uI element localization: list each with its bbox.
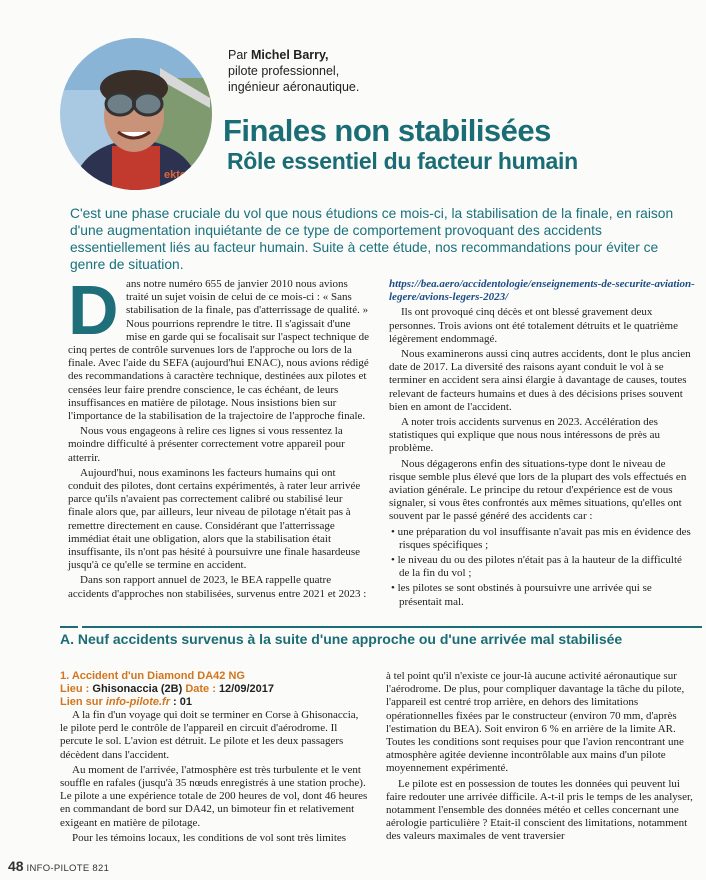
title-line-2: Rôle essentiel du facteur humain <box>227 148 578 174</box>
page-footer <box>8 858 109 876</box>
paragraph: A noter trois accidents survenus en 2023. Accélération des statistiques qui explique que nous nous intéressons de près au problème. <box>389 416 660 455</box>
bullet-item: • une préparation du vol insuffisante n'avait pas mis en évidence des risques spécifiques ; <box>391 525 691 551</box>
body-column-4 <box>386 670 696 846</box>
paragraph: à tel point qu'il n'existe ce jour-là aucune activité aéronautique sur l'aérodrome. De plus, pour compliquer davantage la tâche du pilote, l'appareil est centré trop arrière, en dehors des limitations opérationnelles fixées par le constructeur (environ 70 mm, d'après l'estimation du BEA). Soit environ 6 % en arrière de la limite AR. Toutes les conditions sont requises pour que l'avion rencontrant une atmosphère agitée devienne incontrôlable aux mains d'un pilote moyennement expérimenté. <box>386 670 685 775</box>
magazine-name: INFO-PILOTE 821 <box>23 863 110 874</box>
paragraph: Pour les témoins locaux, les conditions de vol sont très limites <box>72 831 347 844</box>
accident-meta-location <box>60 683 368 696</box>
paragraph: Nous dégagerons enfin des situations-type dont le niveau de risque semble plus élevé que lors de la plupart des vols effectués en aviation générale. Le principe du retour d'expérience est de vous signaler, si vous êtes confrontés aux mêmes situations, qu'elles ont souvent par le passé généré des accidents car : <box>389 457 687 523</box>
author-role-2: ingénieur aéronautique. <box>228 80 360 94</box>
bea-link[interactable]: https://bea.aero/accidentologie/enseignements-de-securite-aviation-legere/avions-legers-2023/ <box>389 278 695 304</box>
byline-prefix: Par <box>228 48 251 62</box>
author-name: Michel Barry, <box>250 48 329 62</box>
author-photo <box>60 38 212 190</box>
lieu-value: Ghisonaccia (2B) <box>92 683 186 695</box>
intro-paragraph: C'est une phase cruciale du vol que nous étudions ce mois-ci, la stabilisation de la finale, en raison d'une augmentation inquiétante de ce type de comportement provoquant des accidents essentiellement liés au facteur humain. Suite à cette étude, nos recommandations pour éviter ce genre de situation. <box>70 206 674 272</box>
article-title <box>223 114 578 175</box>
byline <box>228 47 359 95</box>
body-column-3 <box>60 670 368 847</box>
paragraph: Le pilote est en possession de toutes les données qui peuvent lui faire redouter une arrivée difficile. A-t-il pris le temps de les analyser, notamment l'ensemble des données météo et celles concernant une aérologie particulière ? Etait-il conscient des limitations, notamment des valeurs maximales de vent traversier <box>386 777 693 843</box>
paragraph: ans notre numéro 655 de janvier 2010 nous avions traité un sujet voisin de celui de ce mois-ci : « Sans stabilisation de la finale, pas d'atterrissage de qualité. » Nous pourrions reprendre le titre. Il s'agissait d'une mise en garde qui se focalisait sur l'aspect technique de cinq pertes de contrôle survenues lors de l'approche ou lors de la finale. Avec l'aide du SEFA (aujourd'hui ENAC), nous avions rédigé des recommandations à caractère technique, destinées aux pilotes et censées leur faire prendre conscience, le cas échéant, de leurs insuffisances en matière de pilotage. Nous insistions bien sur l'importance de la stabilisation de la trajectoire de l'approche finale. <box>68 278 369 423</box>
author-role-1: pilote professionnel, <box>228 64 340 78</box>
bullet-item: • les pilotes se sont obstinés à poursuivre une arrivée qui se présentait mal. <box>391 582 652 608</box>
paragraph: Aujourd'hui, nous examinons les facteurs humains qui ont conduit des pilotes, dont certains expérimentés, à rater leur arrivée parce qu'ils n'avaient pas correctement calibré ou stabilisé leur finale alors que, par ailleurs, leur niveau de pilotage n'était pas à remettre directement en cause. Considérant que l'atterrissage immédiat était une obligation, alors que la stabilisation était insuffisante, ils n'ont pas hésité à poursuivre une finale hasardeuse jusqu'à ce qu'elle se termine en accident. <box>68 466 361 572</box>
paragraph: Ils ont provoqué cinq décès et ont blessé gravement deux personnes. Trois avions ont été totalement détruits et le quatrième légèrement endommagé. <box>389 306 678 345</box>
section-heading: A. Neuf accidents survenus à la suite d'une approche ou d'une arrivée mal stabilisée <box>60 631 623 647</box>
section-rule-left <box>60 626 78 628</box>
title-line-1: Finales non stabilisées <box>223 113 551 148</box>
date-value: 12/09/2017 <box>218 683 274 695</box>
date-label: Date : <box>185 683 219 695</box>
paragraph: A la fin d'un voyage qui doit se terminer en Corse à Ghisonaccia, le pilote perd le contrôle de l'appareil en circuit d'aérodrome. Il percute le sol. L'avion est détruit. Le pilote et les deux passagers décèdent dans l'accident. <box>60 709 359 761</box>
paragraph: Dans son rapport annuel de 2023, le BEA rappelle quatre accidents d'approches non stabilisées, survenus entre 2021 et 2023 : <box>68 574 367 600</box>
accident-meta-link <box>60 696 368 709</box>
lien-label: Lien sur <box>60 696 106 708</box>
accident-title: 1. Accident d'un Diamond DA42 NG <box>60 670 245 682</box>
svg-text:ekto: ekto <box>164 169 187 181</box>
lien-value: : 01 <box>170 696 193 708</box>
lien-site[interactable]: info-pilote.fr <box>105 696 170 708</box>
paragraph: Au moment de l'arrivée, l'atmosphère est très turbulente et le vent souffle en rafales (jusqu'à 35 nœuds enregistrés à une station proche). Le pilote a une expérience totale de 200 heures de vol, dont 46 heures en commandant de bord sur DA42, un bimoteur fin et relativement exigeant en matière de pilotage. <box>60 763 368 829</box>
body-column-2 <box>389 278 695 611</box>
drop-cap: D <box>68 271 119 349</box>
page-number: 48 <box>8 858 24 874</box>
paragraph: Nous vous engageons à relire ces lignes si vous ressentez la moindre difficulté à présenter correctement votre appareil pour atterrir. <box>68 425 345 464</box>
lieu-label: Lieu : <box>60 683 93 695</box>
bullet-item: • le niveau du ou des pilotes n'était pas à la hauteur de la difficulté de la fin du vol ; <box>391 554 682 580</box>
paragraph: Nous examinerons aussi cinq autres accidents, dont le plus ancien date de 2017. La diversité des raisons ayant conduit le vol à se terminer en accident sera ainsi élargie à davantage de causes, toutes relevant de facteurs humains et dues à des décisions prises souvent bien en amont de l'accident. <box>389 348 691 413</box>
body-column-1 <box>68 271 370 603</box>
section-rule <box>82 626 702 628</box>
